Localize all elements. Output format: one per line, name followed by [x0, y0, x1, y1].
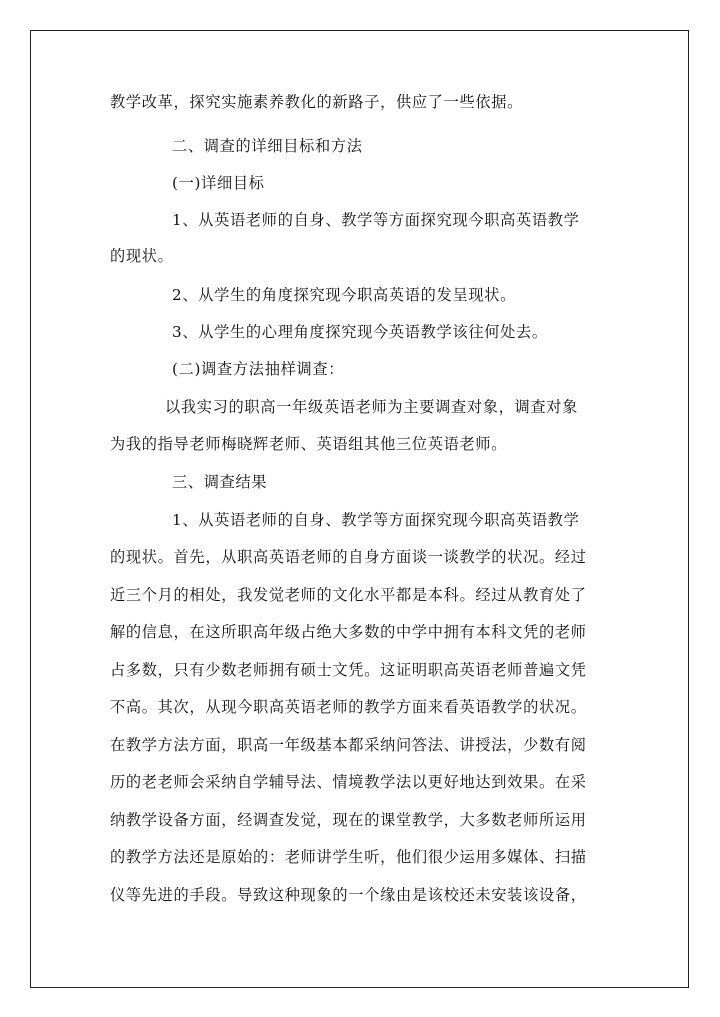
section-heading: 二、调查的详细目标和方法	[172, 137, 363, 155]
text-line: 3、从学生的心理角度探究现今英语教学该往何处去。	[172, 323, 548, 341]
text-line: 不高。其次，从现今职高英语老师的教学方面来看英语教学的状况。	[110, 698, 587, 716]
subsection-heading: (二)调查方法抽样调查：	[172, 360, 345, 378]
text-line: 的现状。	[110, 247, 174, 265]
text-line: 2、从学生的角度探究现今职高英语的发呈现状。	[172, 286, 517, 304]
text-line: 为我的指导老师梅晓辉老师、英语组其他三位英语老师。	[110, 435, 508, 453]
text-line: 纳教学设备方面，经调查发觉，现在的课堂教学，大多数老师所运用	[110, 811, 587, 829]
text-line: 1、从英语老师的自身、教学等方面探究现今职高英语教学	[172, 511, 580, 529]
text-line: 仪等先进的手段。导致这种现象的一个缘由是该校还未安装该设备，	[110, 886, 587, 904]
text-line: 以我实习的职高一年级英语老师为主要调查对象，调查对象	[165, 398, 579, 416]
text-line: 在教学方法方面，职高一年级基本都采纳问答法、讲授法，少数有阅	[110, 736, 587, 754]
text-line: 历的老老师会采纳自学辅导法、情境教学法以更好地达到效果。在采	[110, 773, 587, 791]
text-line: 占多数，只有少数老师拥有硕士文凭。这证明职高英语老师普遍文凭	[110, 661, 587, 679]
text-line: 解的信息，在这所职高年级占绝大多数的中学中拥有本科文凭的老师	[110, 623, 587, 641]
section-heading: 三、调查结果	[172, 473, 268, 491]
text-line: 1、从英语老师的自身、教学等方面探究现今职高英语教学	[172, 211, 580, 229]
text-line: 教学改革，探究实施素养教化的新路子，供应了一些依据。	[110, 93, 524, 111]
subsection-heading: (一)详细目标	[172, 174, 265, 192]
text-line: 近三个月的相处，我发觉老师的文化水平都是本科。经过从教育处了	[110, 586, 587, 604]
text-line: 的现状。首先，从职高英语老师的自身方面谈一谈教学的状况。经过	[110, 548, 587, 566]
text-line: 的教学方法还是原始的：老师讲学生听，他们很少运用多媒体、扫描	[110, 848, 587, 866]
